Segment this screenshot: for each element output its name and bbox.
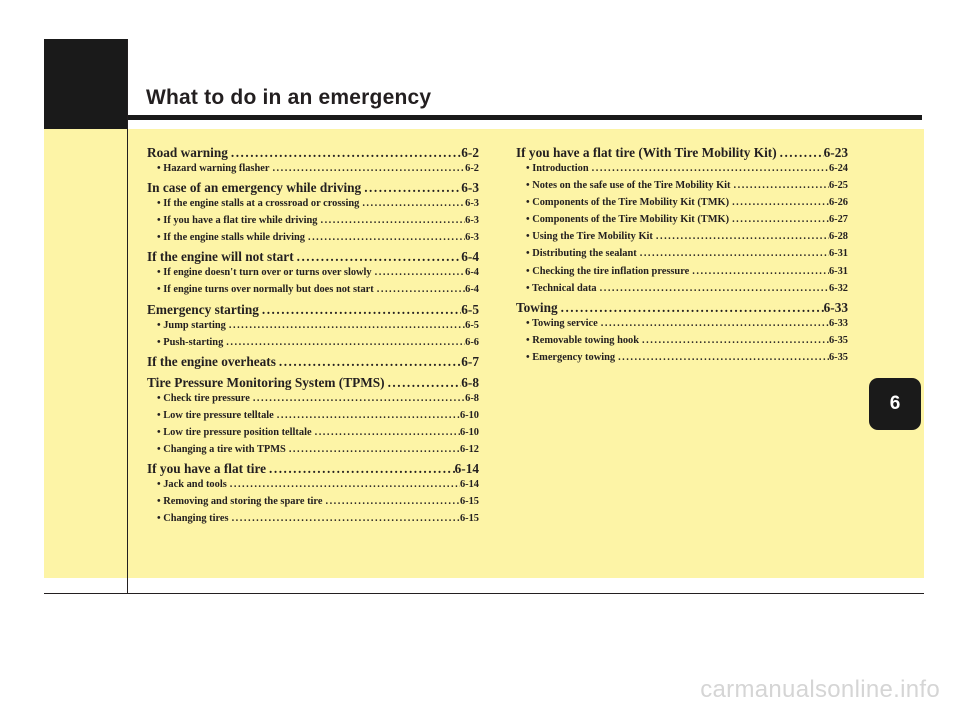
toc-entry-page: 6-5 [465,319,479,331]
header-black-block [44,39,128,129]
dot-leader [731,180,829,191]
toc-entry-page: 6-35 [828,334,848,346]
toc-entry-label: • Removing and storing the spare tire [157,496,323,508]
toc-entry-label: • Checking the tire inflation pressure [526,265,690,277]
toc-subsection-entry[interactable] [516,180,848,197]
toc-entry-page: 6-15 [459,513,479,525]
toc-entry-label: If you have a flat tire (With Tire Mobility Kit) [516,145,777,160]
dot-leader [294,249,462,265]
dot-leader [653,231,829,242]
dot-leader [223,337,465,348]
dot-leader [777,145,824,161]
toc-entry-label: • Towing service [526,317,598,329]
toc-subsection-entry[interactable] [516,283,848,300]
toc-entry-label: • Using the Tire Mobility Kit [526,231,653,243]
toc-subsection-entry[interactable] [147,163,479,180]
toc-entry-page: 6-2 [465,163,479,174]
toc-subsection-entry[interactable] [147,267,479,284]
dot-leader [558,300,824,316]
toc-entry-page: 6-14 [459,479,479,491]
toc-entry-page: 6-2 [461,145,479,160]
toc-subsection-entry[interactable] [516,214,848,231]
toc-subsection-entry[interactable] [147,513,479,530]
toc-entry-label: • If the engine stalls while driving [157,232,305,244]
toc-entry-label: • If engine turns over normally but does not start [157,284,374,296]
dot-leader [615,352,829,363]
dot-leader [259,302,461,318]
toc-left-column [147,145,479,530]
toc-subsection-entry[interactable] [516,352,848,369]
toc-entry-page: 6-10 [459,426,479,438]
toc-entry-label: • Components of the Tire Mobility Kit (TMK) [526,197,730,209]
toc-entry-label: • Changing tires [157,513,229,525]
chapter-tab[interactable] [869,378,921,430]
dot-leader [229,513,460,524]
chapter-number: 6 [889,393,901,414]
toc-entry-page: 6-8 [465,392,479,404]
page-title: What to do in an emergency [146,86,432,109]
toc-subsection-entry[interactable] [516,248,848,265]
toc-entry-label: • If the engine stalls at a crossroad or crossing [157,198,360,210]
toc-entry-label: • Jack and tools [157,479,227,491]
toc-entry-page: 6-27 [828,214,848,226]
dot-leader [226,320,465,331]
toc-subsection-entry[interactable] [147,320,479,337]
toc-entry-page: 6-14 [454,461,479,477]
toc-subsection-entry[interactable] [147,496,479,513]
dot-leader [250,393,465,404]
toc-entry-label: If the engine will not start [147,249,294,265]
toc-entry-page: 6-31 [828,248,848,260]
toc-entry-page: 6-32 [828,282,848,294]
toc-subsection-entry[interactable] [147,393,479,410]
toc-entry-label: • Components of the Tire Mobility Kit (TMK) [526,214,730,226]
toc-entry-page: 6-4 [465,267,479,279]
dot-leader [729,197,829,208]
dot-leader [227,479,460,490]
toc-entry-page: 6-3 [465,215,479,227]
dot-leader [689,266,829,277]
toc-subsection-entry[interactable] [147,479,479,496]
title-underline [128,115,922,120]
dot-leader [228,145,461,161]
toc-entry-page: 6-25 [828,180,848,192]
dot-leader [361,180,461,196]
toc-entry-page: 6-28 [828,231,848,243]
toc-subsection-entry[interactable] [147,215,479,232]
toc-subsection-entry[interactable] [147,198,479,215]
dot-leader [317,215,465,226]
dot-leader [305,232,465,243]
toc-entry-label: • If engine doesn't turn over or turns over slowly [157,267,372,279]
toc-entry-label: • If you have a flat tire while driving [157,215,318,227]
toc-entry-page: 6-33 [828,317,848,329]
dot-leader [639,335,829,346]
dot-leader [597,283,829,294]
toc-entry-page: 6-4 [465,284,479,296]
toc-entry-label: Towing [516,299,558,315]
toc-subsection-entry[interactable] [516,197,848,214]
toc-entry-page: 6-10 [459,409,479,421]
toc-entry-label: • Hazard warning flasher [157,163,270,174]
toc-entry-page: 6-3 [461,180,479,196]
toc-section-entry[interactable] [147,354,479,375]
toc-entry-label: • Jump starting [157,319,226,331]
toc-entry-page: 6-7 [461,353,479,369]
toc-entry-label: If the engine overheats [147,353,276,369]
toc-entry-label: • Push-starting [157,336,224,348]
dot-leader [322,496,459,507]
dot-leader [359,198,465,209]
left-margin-rule [127,39,128,594]
toc-entry-page: 6-33 [823,299,848,315]
toc-entry-label: Tire Pressure Monitoring System (TPMS) [147,374,385,390]
toc-entry-label: • Low tire pressure telltale [157,409,274,421]
toc-subsection-entry[interactable] [516,231,848,248]
dot-leader [274,410,460,421]
toc-entry-label: • Introduction [526,163,589,174]
toc-subsection-entry[interactable] [147,410,479,427]
dot-leader [286,444,460,455]
dot-leader [276,354,461,370]
toc-entry-page: 6-3 [465,198,479,210]
toc-entry-label: If you have a flat tire [147,461,267,477]
dot-leader [385,375,462,391]
dot-leader [372,267,466,278]
toc-subsection-entry[interactable] [516,163,848,180]
toc-entry-label: • Distributing the sealant [526,248,637,260]
toc-entry-page: 6-24 [828,163,848,174]
toc-entry-page: 6-26 [828,197,848,209]
toc-entry-label: Road warning [147,145,228,160]
toc-subsection-entry[interactable] [516,266,848,283]
toc-entry-label: • Technical data [526,282,597,294]
toc-entry-label: • Removable towing hook [526,334,640,346]
toc-entry-label: • Low tire pressure position telltale [157,426,312,438]
dot-leader [266,461,455,477]
toc-entry-page: 6-31 [828,265,848,277]
toc-entry-page: 6-15 [459,496,479,508]
toc-subsection-entry[interactable] [516,318,848,335]
toc-entry-page: 6-6 [465,336,479,348]
dot-leader [374,284,465,295]
toc-entry-page: 6-35 [828,351,848,363]
toc-subsection-entry[interactable] [147,427,479,444]
dot-leader [598,318,829,329]
toc-entry-label: • Changing a tire with TPMS [157,444,286,456]
toc-entry-page: 6-4 [461,249,479,265]
dot-leader [312,427,460,438]
dot-leader [589,163,829,174]
dot-leader [729,214,829,225]
dot-leader [269,163,465,174]
toc-entry-page: 6-8 [461,374,479,390]
toc-entry-page: 6-5 [461,301,479,317]
toc-entry-label: Emergency starting [147,301,259,317]
bottom-rule [44,593,924,594]
watermark: carmanualsonline.info [700,676,940,703]
toc-entry-page: 6-12 [459,444,479,456]
toc-subsection-entry[interactable] [147,232,479,249]
toc-entry-label: In case of an emergency while driving [147,180,362,196]
toc-subsection-entry[interactable] [147,444,479,461]
toc-subsection-entry[interactable] [147,337,479,354]
toc-subsection-entry[interactable] [516,335,848,352]
toc-subsection-entry[interactable] [147,284,479,301]
dot-leader [637,248,829,259]
toc-right-column [516,145,848,369]
toc-entry-page: 6-23 [823,145,848,160]
toc-entry-label: • Check tire pressure [157,392,250,404]
toc-entry-label: • Notes on the safe use of the Tire Mobility Kit [526,180,731,192]
toc-entry-label: • Emergency towing [526,351,616,363]
toc-entry-page: 6-3 [465,232,479,244]
